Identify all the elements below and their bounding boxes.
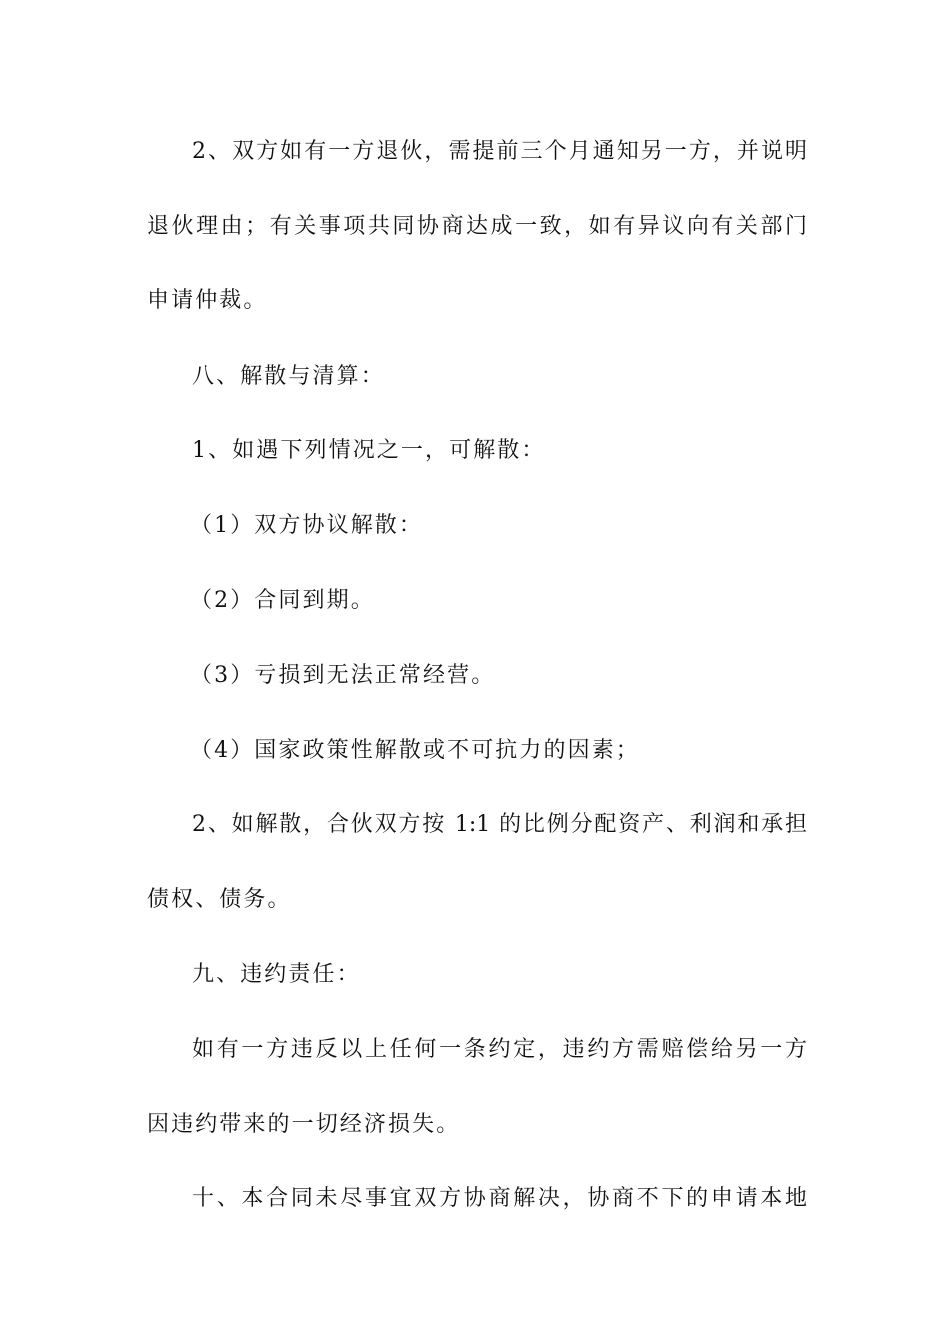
paragraph-line: 如有一方违反以上任何一条约定，违约方需赔偿给另一方 (192, 1037, 807, 1062)
paragraph-line: 1、如遇下列情况之一，可解散： (192, 438, 546, 463)
list-item: （3）亏损到无法正常经营。 (190, 663, 496, 688)
list-item: （4）国家政策性解散或不可抗力的因素； (190, 738, 640, 763)
paragraph-line: 债权、债务。 (147, 887, 292, 912)
paragraph-line: 申请仲裁。 (147, 288, 268, 313)
paragraph-line: 十、本合同未尽事宜双方协商解决，协商不下的申请本地 (192, 1186, 807, 1211)
list-item: （1）双方协议解散： (190, 513, 423, 538)
list-item: （2）合同到期。 (190, 588, 375, 613)
paragraph-line: 退伙理由；有关事项共同协商达成一致，如有异议向有关部门 (147, 214, 807, 239)
paragraph-line: 2、如解散，合伙双方按 1:1 的比例分配资产、利润和承担 (192, 812, 807, 837)
paragraph-line: 因违约带来的一切经济损失。 (147, 1112, 461, 1137)
section-heading-liability: 九、违约责任： (192, 962, 361, 987)
paragraph-line: 2、双方如有一方退伙，需提前三个月通知另一方，并说明 (192, 139, 807, 164)
section-heading-dissolution: 八、解散与清算： (192, 364, 385, 389)
